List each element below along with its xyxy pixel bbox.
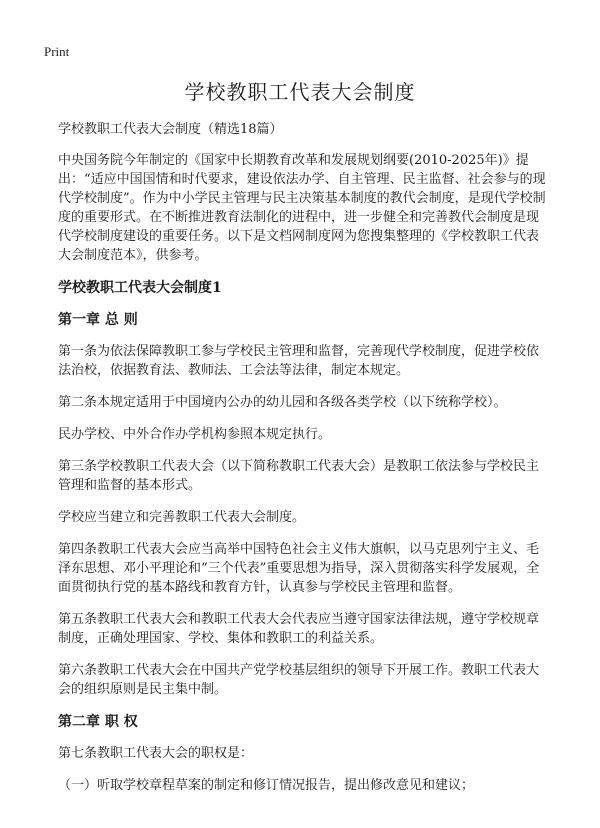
intro-paragraph: 中央国务院今年制定的《国家中长期教育改革和发展规划纲要(2010-2025年)》提出：“适应中国国情和时代要求，建设依法办学、自主管理、民主监督、社会参与的现代学校制度”。作为中小学民主管理与民主决策基本制度的教代会制度，是现代学校制度的重要形式。在不断推进教育法制化的进程中，进一步健全和完善教代会制度是现代学校制度建设的重要任务。以下是文档网制度网为您搜集整理的《学校教职工代表大会制度范本》，供参考。 <box>58 153 546 263</box>
article-paragraph: 第六条教职工代表大会在中国共产党学校基层组织的领导下开展工作。教职工代表大会的组织原则是民主集中制。 <box>58 663 540 697</box>
document-title: 学校教职工代表大会制度 <box>184 80 416 104</box>
print-link[interactable]: Print <box>44 44 70 59</box>
article-paragraph: 第二条本规定适用于中国境内公办的幼儿园和各级各类学校（以下统称学校）。 <box>58 395 507 410</box>
article-paragraph: 民办学校、中外合作办学机构参照本规定执行。 <box>58 427 332 442</box>
article-paragraph: 第四条教职工代表大会应当高举中国特色社会主义伟大旗帜，以马克思列宁主义、毛泽东思想、邓小平理论和“三个代表”重要思想为指导，深入贯彻落实科学发展观，全面贯彻执行党的基本路线和教育方针，认真参与学校民主管理和监督。 <box>58 542 540 595</box>
article-paragraph: 第一条为依法保障教职工参与学校民主管理和监督，完善现代学校制度，促进学校依法治校，依据教育法、教师法、工会法等法律，制定本规定。 <box>58 344 540 378</box>
article-paragraph: 第七条教职工代表大会的职权是： <box>58 746 254 761</box>
chapter-1-title: 第一章 总 则 <box>58 312 138 328</box>
list-item: （一）听取学校章程草案的制定和修订情况报告，提出修改意见和建议； <box>58 778 475 793</box>
article-paragraph: 学校应当建立和完善教职工代表大会制度。 <box>58 510 306 525</box>
chapter-2-title: 第二章 职 权 <box>58 714 138 730</box>
document-body <box>58 120 550 795</box>
article-paragraph: 第五条教职工代表大会和教职工代表大会代表应当遵守国家法律法规，遵守学校规章制度，正确处理国家、学校、集体和教职工的利益关系。 <box>58 612 540 646</box>
document-subtitle: 学校教职工代表大会制度（精选18篇） <box>58 122 283 137</box>
article-paragraph: 第三条学校教职工代表大会（以下简称教职工代表大会）是教职工依法参与学校民主管理和监督的基本形式。 <box>58 459 540 493</box>
section-title: 学校教职工代表大会制度1 <box>58 280 222 296</box>
